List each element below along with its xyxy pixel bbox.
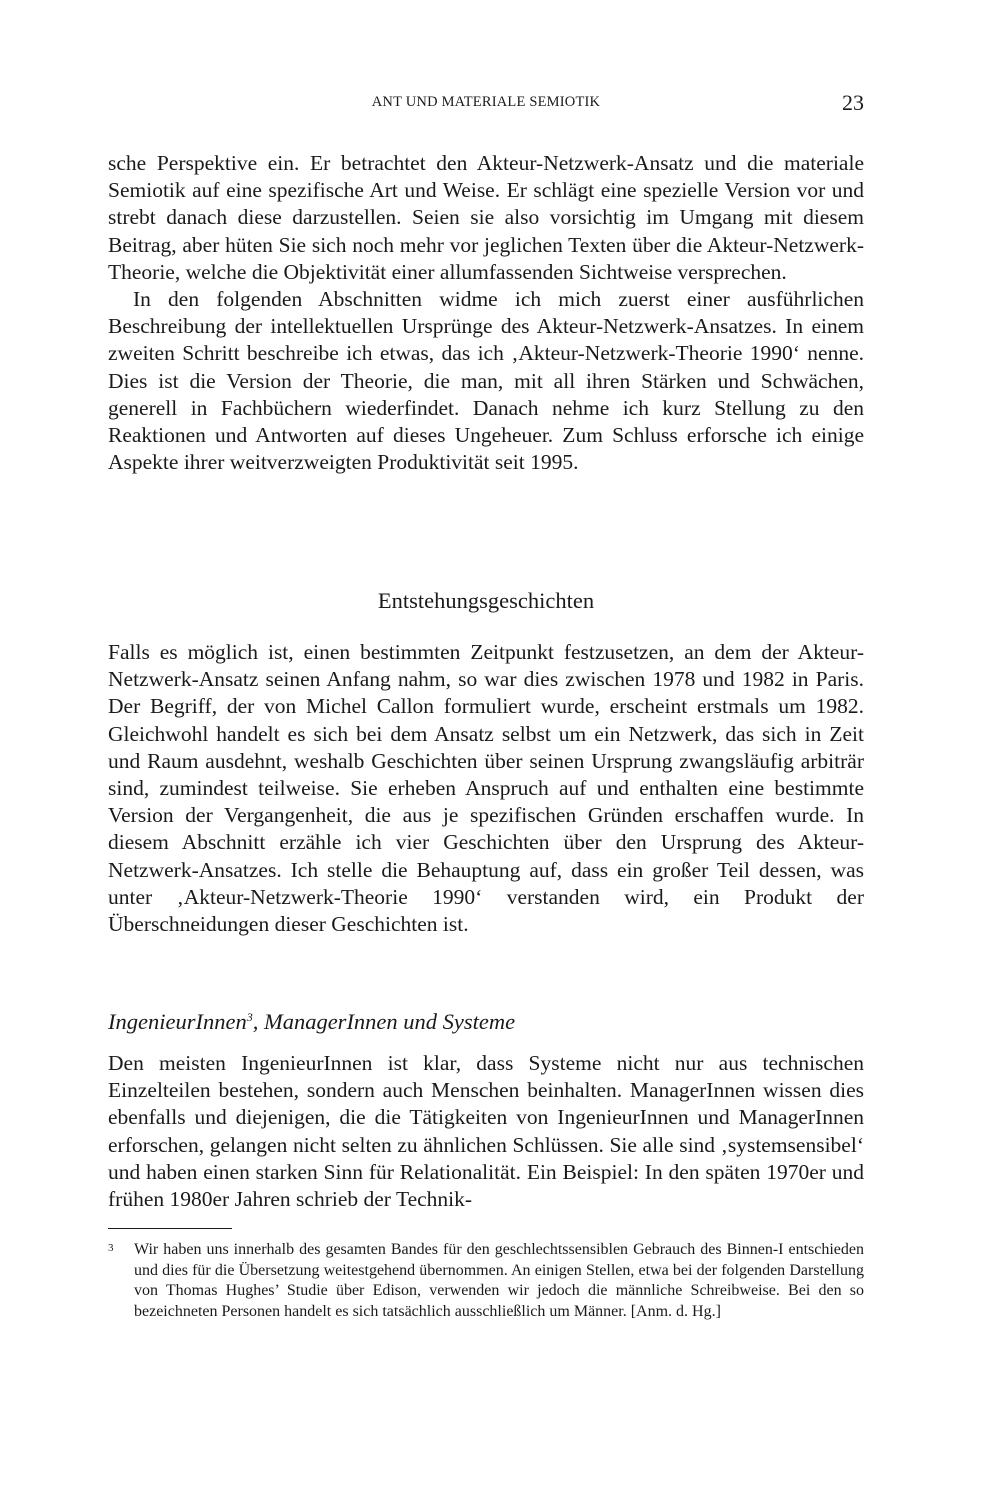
page-number: 23 xyxy=(842,90,864,115)
paragraph-outline: In den folgenden Abschnitten widme ich mich zuerst einer ausführlichen Beschreibung der intellektuellen Ursprünge des Akteur-Netzwerk-Ansatzes. In einem zweiten Schritt beschreibe ich etwas, das ich ‚Akteur-Netzwerk-Theorie 1990‘ nenne. Dies ist die Version der Theorie, die man, mit all ihren Stärken und Schwächen, generell in Fachbüchern wiederfindet. Danach nehme ich kurz Stellung zu den Reaktionen und Antworten auf dieses Ungeheuer. Zum Schluss erforsche ich einige Aspekte ihrer weitverzweigten Produktivität seit 1995. xyxy=(108,287,864,475)
footnote-text: Wir haben uns innerhalb des gesamten Bandes für den geschlechtssensiblen Gebrauch des Binnen-I entschieden und dies für die Übersetzung weitestgehend übernommen. An einigen Stellen, etwa bei der folgenden Darstellung von Thomas Hughes’ Studie über Edison, verwenden wir jedoch die männliche Schreibweise. Bei den so bezeichneten Personen handelt es sich tatsächlich ausschließlich um Männer. [Anm. d. Hg.] xyxy=(134,1241,864,1320)
footnote xyxy=(108,1240,864,1322)
section-body xyxy=(108,639,864,938)
paragraph-continued: sche Perspektive ein. Er betrachtet den Akteur-Netzwerk-Ansatz und die materiale Semiotik auf eine spezifische Art und Weise. Er schlägt eine spezielle Version vor und strebt danach diese darzustellen. Seien sie also vorsichtig im Umgang mit diesem Beitrag, aber hüten Sie sich noch mehr vor jeglichen Texten über die Akteur-Netzwerk-Theorie, welche die Objektivität einer allumfassenden Sichtweise versprechen. xyxy=(108,151,864,284)
subsection-body xyxy=(108,1050,864,1213)
footnote-marker: 3 xyxy=(108,1242,114,1254)
footnote-reference[interactable]: 3 xyxy=(246,1010,253,1024)
footnote-divider xyxy=(108,1228,232,1229)
intro-text xyxy=(108,150,864,476)
running-head xyxy=(108,92,864,116)
subsection-paragraph: Den meisten IngenieurInnen ist klar, dass Systeme nicht nur aus technischen Einzelteilen bestehen, sondern auch Menschen beinhalten. ManagerInnen wissen dies ebenfalls und diejenigen, die die Tätigkeiten von IngenieurInnen und ManagerInnen erforschen, gelangen nicht selten zu ähnlichen Schlüssen. Sie alle sind ‚systemsensibel‘ und haben einen starken Sinn für Relationalität. Ein Beispiel: In den späten 1970er und frühen 1980er Jahren schrieb der Technik- xyxy=(108,1051,864,1212)
subsection-heading-part1: IngenieurInnen xyxy=(108,1009,247,1034)
running-title: ANT UND MATERIALE SEMIOTIK xyxy=(371,94,601,110)
section-paragraph: Falls es möglich ist, einen bestimmten Zeitpunkt festzusetzen, an dem der Akteur-Netzwerk-Ansatz seinen Anfang nahm, so war dies zwischen 1978 und 1982 in Paris. Der Begriff, der von Michel Callon formuliert wurde, erscheint erstmals um 1982. Gleichwohl handelt es sich bei dem Ansatz selbst um ein Netzwerk, das sich in Zeit und Raum ausdehnt, weshalb Geschichten über seinen Ursprung zwangsläufig arbiträr sind, zumindest teilweise. Sie erheben Anspruch auf und enthalten eine bestimmte Version der Vergangenheit, die aus je spezifischen Gründen erschaffen wurde. In diesem Abschnitt erzähle ich vier Geschichten über den Ursprung des Akteur-Netzwerk-Ansatzes. Ich stelle die Behauptung auf, dass ein großer Teil dessen, was unter ‚Akteur-Netzwerk-Theorie 1990‘ verstanden wird, ein Produkt der Überschneidungen dieser Geschichten ist. xyxy=(108,640,864,937)
section-heading: Entstehungsgeschichten xyxy=(377,588,595,613)
subsection-heading-part2: , ManagerInnen und Systeme xyxy=(252,1009,516,1034)
subsection-heading xyxy=(108,1007,864,1037)
